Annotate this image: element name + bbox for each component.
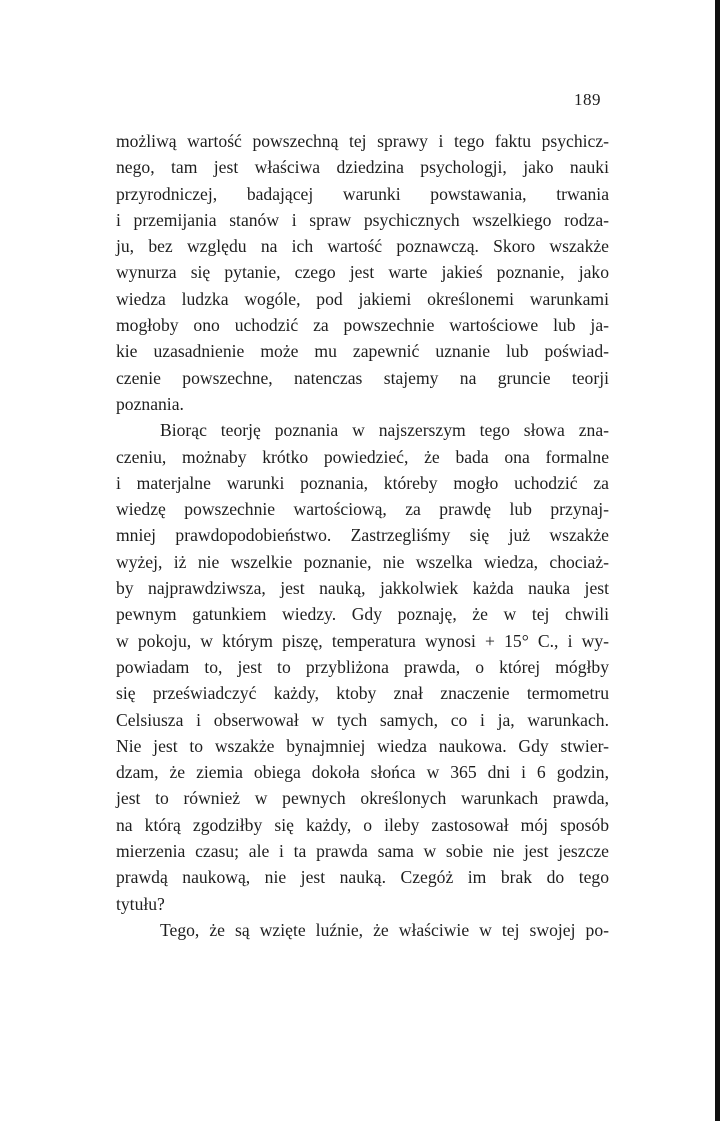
text-line: czeniu, możnaby krótko powiedzieć, że bada ona formalne [116, 446, 609, 467]
text-line: ju, bez względu na ich wartość poznawczą. Skoro wszakże [116, 236, 609, 257]
text-line: możliwą wartość powszechną tej sprawy i tego faktu psychicz- [116, 131, 609, 151]
text-line: dzam, że ziemia obiega dokoła słońca w 365 dni i 6 godzin, [116, 762, 609, 783]
text-line: by najprawdziwsza, jest nauką, jakkolwiek każda nauka jest [116, 578, 609, 599]
text-line: wiedza ludzka wogóle, pod jakiemi określonemi warunkami [116, 288, 609, 309]
text-line: Biorąc teorję poznania w najszerszym tego słowa zna- [160, 420, 609, 441]
text-line: i przemijania stanów i spraw psychicznych wszelkiego rodza- [116, 209, 609, 230]
text-line: Nie jest to wszakże bynajmniej wiedza naukowa. Gdy stwier- [116, 735, 609, 756]
page-number: 189 [574, 90, 601, 109]
text-line: mierzenia czasu; ale i ta prawda sama w sobie nie jest jeszcze [116, 841, 609, 862]
text-line: nego, tam jest właściwa dziedzina psychologji, jako nauki [116, 157, 609, 178]
text-line: Celsiusza i obserwował w tych samych, co i ja, warunkach. [116, 709, 609, 730]
text-line: tytułu? [116, 893, 165, 914]
body-text [116, 128, 609, 943]
text-line: wiedzę powszechnie wartościową, za prawdę lub przynaj- [116, 499, 609, 520]
scan-edge-shadow [715, 0, 720, 1121]
text-line: i materjalne warunki poznania, któreby mogło uchodzić za [116, 472, 609, 493]
text-line: się przeświadczyć każdy, ktoby znał znaczenie termometru [116, 683, 609, 704]
text-line: mniej prawdopodobieństwo. Zastrzegliśmy się już wszakże [116, 525, 609, 546]
text-line: pewnym gatunkiem wiedzy. Gdy poznaję, że w tej chwili [116, 604, 609, 625]
text-line: przyrodniczej, badającej warunki powstawania, trwania [116, 183, 609, 204]
text-line: kie uzasadnienie może mu zapewnić uznanie lub poświad- [116, 341, 609, 362]
text-line: w pokoju, w którym piszę, temperatura wynosi + 15° C., i wy- [116, 630, 609, 651]
text-line: poznania. [116, 393, 184, 414]
text-line: jest to również w pewnych określonych warunkach prawda, [116, 788, 609, 809]
text-line: wynurza się pytanie, czego jest warte jakieś poznanie, jako [116, 262, 609, 283]
text-line: prawdą naukową, nie jest nauką. Czegóż im brak do tego [116, 867, 609, 888]
text-line: na którą zgodziłby się każdy, o ileby zastosował mój sposób [116, 814, 609, 835]
text-line: mogłoby ono uchodzić za powszechnie wartościowe lub ja- [116, 315, 609, 336]
text-line: wyżej, iż nie wszelkie poznanie, nie wszelka wiedza, chociaż- [116, 551, 609, 572]
text-line: powiadam to, jest to przybliżona prawda, o której mógłby [116, 656, 609, 677]
text-line: Tego, że są wzięte luźnie, że właściwie w tej swojej po- [160, 919, 609, 940]
text-line: czenie powszechne, natenczas stajemy na gruncie teorji [116, 367, 609, 388]
